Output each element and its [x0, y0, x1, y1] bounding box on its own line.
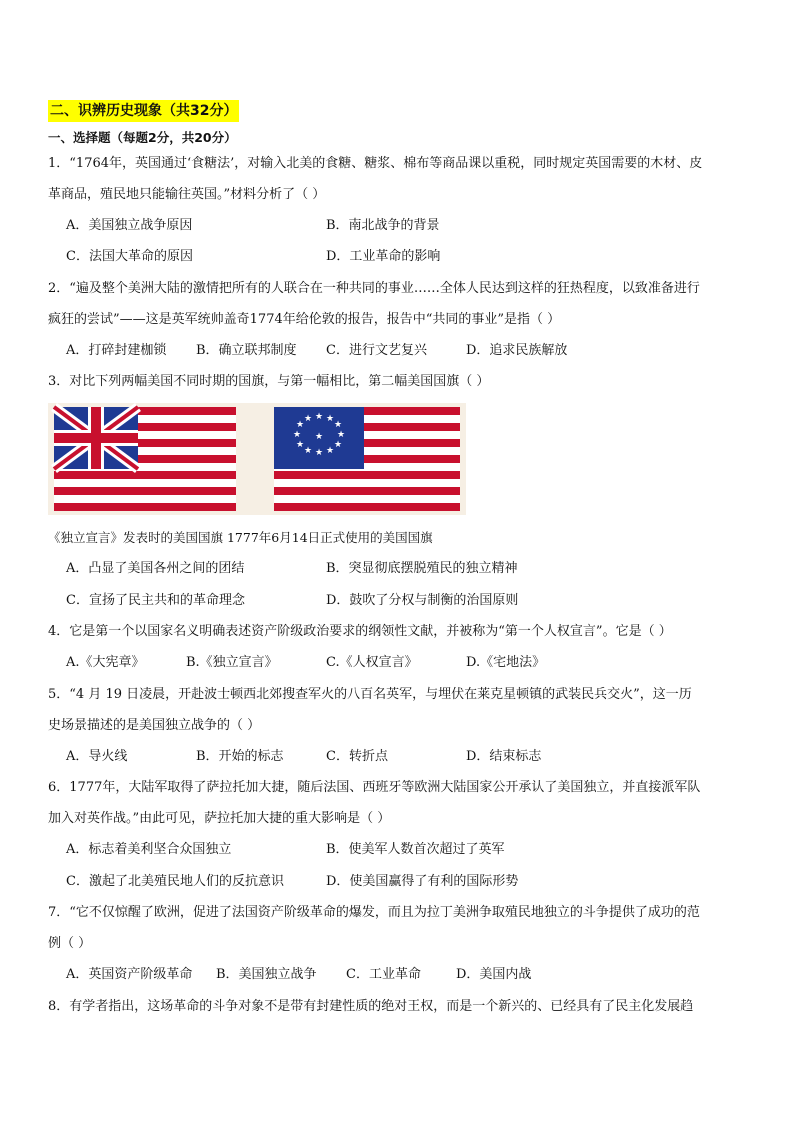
svg-text:★: ★ — [314, 412, 324, 422]
q2-option-d[interactable]: D．追求民族解放 — [466, 343, 568, 358]
q5-option-d[interactable]: D．结束标志 — [466, 749, 542, 764]
q3-option-b[interactable]: B．突显彻底摆脱殖民的独立精神 — [326, 561, 518, 576]
q4-option-d[interactable]: D.《宅地法》 — [466, 655, 546, 670]
q2-option-c[interactable]: C．进行文艺复兴 — [326, 343, 427, 358]
q3-option-d[interactable]: D．鼓吹了分权与制衡的治国原则 — [326, 593, 519, 608]
svg-text:★: ★ — [295, 420, 305, 430]
q6-stem-line2: 加入对英作战。”由此可见，萨拉托加大捷的重大影响是（ ） — [48, 811, 391, 826]
q7-stem-line1: 7．“它不仅惊醒了欧洲，促进了法国资产阶级革命的爆发，而且为拉丁美洲争取殖民地独立的斗争提供了成功的范 — [48, 905, 700, 920]
section-title: 二、识辨历史现象（共32分） — [48, 100, 239, 122]
q6-option-a[interactable]: A．标志着美利坚合众国独立 — [66, 842, 232, 857]
q6-option-c[interactable]: C．激起了北美殖民地人们的反抗意识 — [66, 874, 284, 889]
q1-stem-line1: 1．“1764年，英国通过‘食糖法’，对输入北美的食糖、糖浆、棉布等商品课以重税，同时规定英国需要的木材、皮 — [48, 156, 703, 171]
svg-text:★: ★ — [292, 430, 302, 440]
q1-option-a[interactable]: A．美国独立战争原因 — [66, 218, 193, 233]
svg-text:★: ★ — [295, 440, 305, 450]
q5-stem-line1: 5．“4 月 19 日凌晨，开赴波士顿西北郊搜查军火的八百名英军，与埋伏在莱克星顿镇的武装民兵交火”，这一历 — [48, 687, 692, 702]
svg-text:★: ★ — [303, 414, 313, 424]
svg-text:★: ★ — [336, 430, 346, 440]
svg-text:★: ★ — [325, 446, 335, 456]
svg-text:★: ★ — [333, 420, 343, 430]
svg-text:★: ★ — [314, 432, 324, 442]
q2-option-b[interactable]: B．确立联邦制度 — [196, 343, 297, 358]
q2-option-a[interactable]: A．打碎封建枷锁 — [66, 343, 167, 358]
q3-option-a[interactable]: A．凸显了美国各州之间的团结 — [66, 561, 245, 576]
betsy-ross-flag-image — [274, 407, 460, 511]
q1-option-c[interactable]: C．法国大革命的原因 — [66, 249, 193, 264]
q6-option-d[interactable]: D．使美国赢得了有利的国际形势 — [326, 874, 519, 889]
q1-stem-line2: 革商品，殖民地只能输往英国。”材料分析了（ ） — [48, 187, 326, 202]
q5-stem-line2: 史场景描述的是美国独立战争的（ ） — [48, 718, 261, 733]
q3-stem-line1: 3．对比下列两幅美国不同时期的国旗，与第一幅相比，第二幅美国国旗（ ） — [48, 374, 490, 389]
q7-option-b[interactable]: B．美国独立战争 — [216, 967, 317, 982]
q7-option-a[interactable]: A．英国资产阶级革命 — [66, 967, 193, 982]
svg-text:★: ★ — [314, 448, 324, 458]
q3-option-c[interactable]: C．宣扬了民主共和的革命理念 — [66, 593, 245, 608]
q7-option-d[interactable]: D．美国内战 — [456, 967, 532, 982]
q7-option-c[interactable]: C．工业革命 — [346, 967, 421, 982]
q1-option-d[interactable]: D．工业革命的影响 — [326, 249, 441, 264]
q2-stem-line2: 疯狂的尝试”——这是英军统帅盖奇1774年给伦敦的报告，报告中“共同的事业”是指（ ） — [48, 312, 561, 327]
svg-text:★: ★ — [325, 414, 335, 424]
q8-stem-line1: 8．有学者指出，这场革命的斗争对象不是带有封建性质的绝对王权，而是一个新兴的、已经具有了民主化发展趋 — [48, 999, 694, 1014]
q4-option-c[interactable]: C.《人权宣言》 — [326, 655, 418, 670]
q6-option-b[interactable]: B．使美军人数首次超过了英军 — [326, 842, 505, 857]
q5-option-b[interactable]: B．开始的标志 — [196, 749, 284, 764]
q6-stem-line1: 6．1777年，大陆军取得了萨拉托加大捷，随后法国、西班牙等欧洲大陆国家公开承认了美国独立，并直接派军队 — [48, 780, 701, 795]
q4-option-a[interactable]: A.《大宪章》 — [66, 655, 145, 670]
flag-images — [48, 403, 466, 515]
q4-option-b[interactable]: B.《独立宣言》 — [186, 655, 278, 670]
q5-option-a[interactable]: A．导火线 — [66, 749, 128, 764]
q5-option-c[interactable]: C．转折点 — [326, 749, 388, 764]
flag-caption: 《独立宣言》发表时的美国国旗 1777年6月14日正式使用的美国国旗 — [48, 530, 433, 545]
q7-stem-line2: 例（ ） — [48, 936, 92, 951]
svg-text:★: ★ — [303, 446, 313, 456]
q2-stem-line1: 2．“遍及整个美洲大陆的激情把所有的人联合在一种共同的事业……全体人民达到这样的狂热程度，以致准备进行 — [48, 281, 700, 296]
q4-stem-line1: 4．它是第一个以国家名义明确表述资产阶级政治要求的纲领性文献，并被称为“第一个人权宣言”。它是（ ） — [48, 624, 672, 639]
q1-option-b[interactable]: B．南北战争的背景 — [326, 218, 440, 233]
subsection-title: 一、选择题（每题2分，共20分） — [48, 130, 237, 145]
grand-union-flag-image — [54, 407, 236, 511]
svg-text:★: ★ — [333, 440, 343, 450]
